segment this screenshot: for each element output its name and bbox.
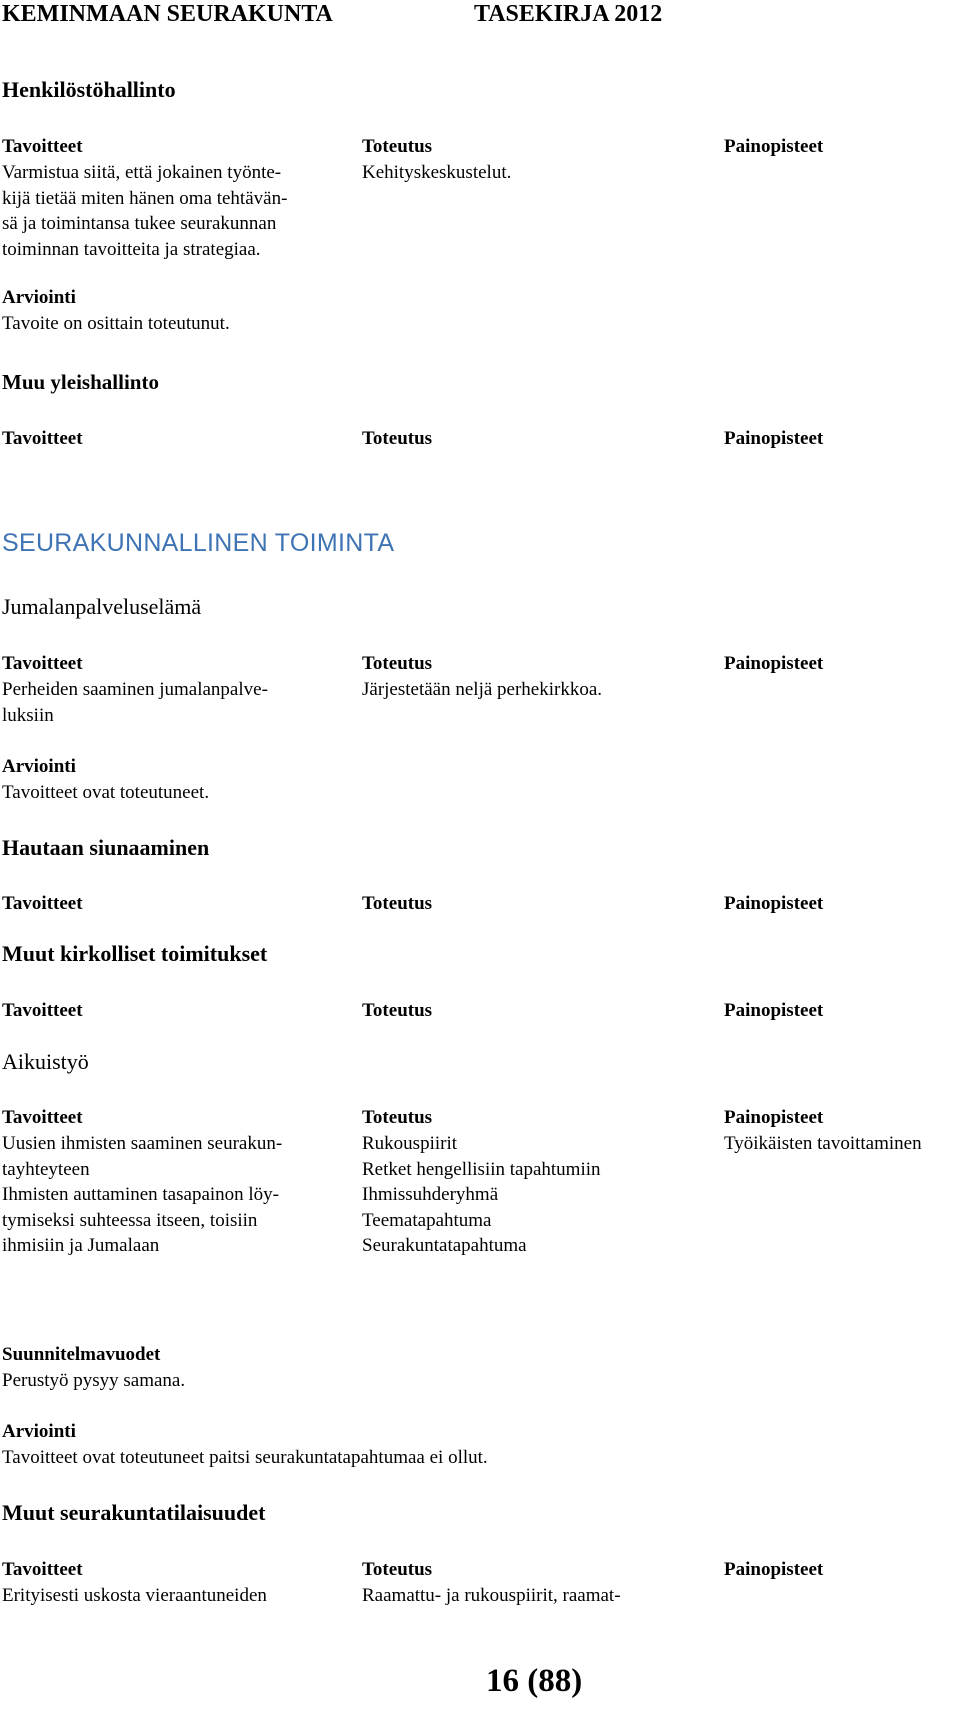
section-heading-henkilostohallinto: Henkilöstöhallinto (2, 77, 176, 102)
main-section-title: SEURAKUNNALLINEN TOIMINTA (2, 529, 395, 557)
section-heading-muut-kirkolliset-toimitukset: Muut kirkolliset toimitukset (2, 941, 268, 966)
section-heading-hautaan-siunaaminen: Hautaan siunaaminen (2, 835, 210, 860)
plan-years-label: Suunnitelmavuodet (2, 1344, 161, 1365)
column-header-toteutus: Toteutus (362, 428, 433, 449)
column-header-row (2, 1105, 952, 1131)
column-header-row (2, 1557, 952, 1583)
column-header-toteutus: Toteutus (362, 1559, 433, 1580)
column-header-toteutus: Toteutus (362, 893, 433, 914)
evaluation-label: Arviointi (2, 756, 76, 777)
section-heading-aikuistyo: Aikuistyö (2, 1049, 89, 1074)
implementation-text: Raamattu- ja rukouspiirit, raamat- (362, 1585, 621, 1606)
header-organization: KEMINMAAN SEURAKUNTA (2, 1, 333, 27)
goal-line: Ihmisten auttaminen tasapainon löy- (2, 1184, 280, 1205)
column-header-painopisteet: Painopisteet (724, 1559, 824, 1580)
column-header-toteutus: Toteutus (362, 136, 433, 157)
column-header-painopisteet: Painopisteet (724, 136, 824, 157)
section-heading-muu-yleishallinto: Muu yleishallinto (2, 370, 159, 394)
column-header-toteutus: Toteutus (362, 653, 433, 674)
goal-line: sä ja toimintansa tukee seurakunnan (2, 213, 277, 234)
column-header-tavoitteet: Tavoitteet (2, 1000, 83, 1021)
section-heading-muut-seurakuntatilaisuudet: Muut seurakuntatilaisuudet (2, 1500, 266, 1525)
plan-years-text: Perustyö pysyy samana. (2, 1370, 186, 1391)
column-header-row (2, 891, 952, 917)
column-header-toteutus: Toteutus (362, 1107, 433, 1128)
implementation-item: Rukouspiirit (362, 1133, 458, 1154)
column-header-row (2, 651, 952, 677)
header-document-title: TASEKIRJA 2012 (474, 1, 663, 27)
column-header-row (2, 134, 952, 160)
goal-line: tayhteyteen (2, 1158, 90, 1180)
implementation-list (362, 1131, 601, 1259)
goal-line: ihmisiin ja Jumalaan (2, 1235, 160, 1256)
goal-line: kijä tietää miten hänen oma tehtävän- (2, 187, 288, 209)
goal-text (2, 677, 268, 728)
goal-line: Uusien ihmisten saaminen seurakun- (2, 1133, 283, 1154)
evaluation-text: Tavoitteet ovat toteutuneet paitsi seurakuntatapahtumaa ei ollut. (2, 1447, 488, 1468)
column-header-row (2, 426, 952, 452)
goal-text (2, 160, 287, 262)
evaluation-label: Arviointi (2, 1421, 76, 1442)
column-header-tavoitteet: Tavoitteet (2, 136, 83, 157)
implementation-text: Kehityskeskustelut. (362, 162, 512, 183)
goal-text (2, 1131, 282, 1259)
section-heading-jumalanpalveluselama: Jumalanpalveluselämä (2, 594, 202, 619)
column-header-painopisteet: Painopisteet (724, 1000, 824, 1021)
column-header-tavoitteet: Tavoitteet (2, 1559, 83, 1580)
goal-line: Varmistua siitä, että jokainen työnte- (2, 162, 282, 183)
column-header-tavoitteet: Tavoitteet (2, 1107, 83, 1128)
goal-line: toiminnan tavoitteita ja strategiaa. (2, 238, 261, 260)
implementation-item: Ihmissuhderyhmä (362, 1184, 499, 1205)
document-page (2, 0, 952, 1710)
page-number: 16 (88) (486, 1663, 583, 1699)
column-header-painopisteet: Painopisteet (724, 428, 824, 449)
goal-text: Erityisesti uskosta vieraantuneiden (2, 1585, 267, 1606)
column-header-painopisteet: Painopisteet (724, 1107, 824, 1128)
focus-text: Työikäisten tavoittaminen (724, 1133, 922, 1154)
implementation-item: Teematapahtuma (362, 1209, 492, 1231)
implementation-item: Seurakuntatapahtuma (362, 1235, 527, 1256)
goal-line: luksiin (2, 704, 54, 726)
evaluation-text: Tavoite on osittain toteutunut. (2, 313, 230, 334)
column-header-toteutus: Toteutus (362, 1000, 433, 1021)
evaluation-text: Tavoitteet ovat toteutuneet. (2, 782, 210, 803)
implementation-text: Järjestetään neljä perhekirkkoa. (362, 679, 603, 700)
column-header-tavoitteet: Tavoitteet (2, 893, 83, 914)
evaluation-label: Arviointi (2, 287, 76, 308)
implementation-item: Retket hengellisiin tapahtumiin (362, 1158, 601, 1180)
column-header-row (2, 998, 952, 1024)
column-header-painopisteet: Painopisteet (724, 653, 824, 674)
goal-line: tymiseksi suhteessa itseen, toisiin (2, 1209, 258, 1231)
goal-line: Perheiden saaminen jumalanpalve- (2, 679, 268, 700)
column-header-tavoitteet: Tavoitteet (2, 653, 83, 674)
column-header-tavoitteet: Tavoitteet (2, 428, 83, 449)
column-header-painopisteet: Painopisteet (724, 893, 824, 914)
